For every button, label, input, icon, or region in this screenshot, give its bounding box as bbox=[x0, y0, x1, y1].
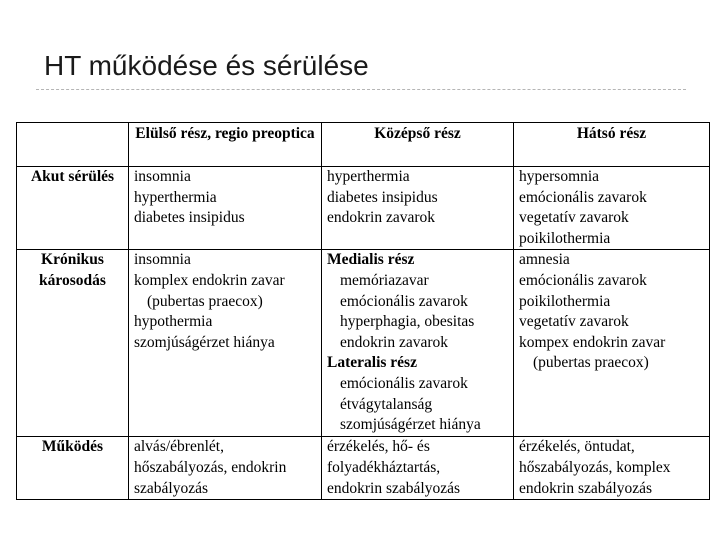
list-item: kompex endokrin zavar bbox=[519, 333, 666, 351]
list-item: emócionális zavarok bbox=[519, 271, 647, 289]
slide-title: HT működése és sérülése bbox=[44, 50, 369, 81]
list-item: endokrin zavarok bbox=[340, 333, 449, 351]
header-hatso: Hátsó rész bbox=[514, 123, 710, 167]
list-item: hyperthermia bbox=[134, 188, 217, 206]
table-row-mukodes bbox=[17, 437, 710, 500]
list-item: vegetatív zavarok bbox=[519, 313, 629, 331]
list-item: szomjúságérzet hiánya bbox=[134, 333, 275, 351]
cell-mukodes-kozepso bbox=[322, 437, 514, 500]
cell-kronikus-hatso bbox=[514, 250, 710, 437]
list-item: diabetes insipidus bbox=[327, 188, 438, 206]
row-label-akut: Akut sérülés bbox=[17, 167, 129, 250]
list-item: hyperthermia bbox=[327, 168, 410, 185]
list-item: hypothermia bbox=[134, 313, 213, 331]
list-item: hypersomnia bbox=[519, 168, 600, 185]
list-item: szomjúságérzet hiánya bbox=[340, 416, 481, 434]
list-item: endokrin szabályozás bbox=[327, 479, 460, 497]
cell-mukodes-elulso bbox=[129, 437, 322, 500]
cell-mukodes-hatso bbox=[514, 437, 710, 500]
corner-cell bbox=[17, 123, 129, 167]
list-item: insomnia bbox=[134, 251, 191, 269]
list-item: poikilothermia bbox=[519, 229, 611, 247]
list-item: (pubertas praecox) bbox=[533, 354, 649, 372]
cell-akut-hatso bbox=[514, 167, 710, 250]
cell-akut-kozepso bbox=[322, 167, 514, 250]
row-label-kronikus: Krónikus károsodás bbox=[17, 250, 129, 437]
list-item: hőszabályozás, endokrin bbox=[134, 458, 287, 476]
list-item: hőszabályozás, komplex bbox=[519, 458, 671, 476]
list-item: folyadékháztartás, bbox=[327, 458, 441, 476]
row-label-mukodes: Működés bbox=[17, 437, 129, 500]
cell-kronikus-elulso bbox=[129, 250, 322, 437]
cell-kronikus-kozepso bbox=[322, 250, 514, 437]
list-item: szabályozás bbox=[134, 479, 209, 497]
list-item: endokrin szabályozás bbox=[519, 479, 652, 497]
table-row-kronikus bbox=[17, 250, 710, 437]
list-item: amnesia bbox=[519, 251, 570, 269]
list-item: vegetatív zavarok bbox=[519, 209, 629, 227]
list-item: hyperphagia, obesitas bbox=[340, 313, 475, 331]
table-header-row bbox=[17, 123, 710, 167]
list-item: poikilothermia bbox=[519, 292, 611, 310]
list-item: emócionális zavarok bbox=[340, 374, 468, 392]
list-item: érzékelés, hő- és bbox=[327, 438, 430, 456]
list-item: endokrin zavarok bbox=[327, 209, 436, 227]
header-kozepso: Középső rész bbox=[322, 123, 514, 167]
list-item: alvás/ébrenlét, bbox=[134, 438, 224, 456]
hypothalamus-table bbox=[16, 122, 710, 500]
list-item: (pubertas praecox) bbox=[147, 292, 263, 310]
list-item: emócionális zavarok bbox=[340, 292, 468, 310]
list-item: diabetes insipidus bbox=[134, 209, 245, 227]
list-item: memóriazavar bbox=[340, 271, 429, 289]
lateralis-heading: Lateralis rész bbox=[327, 354, 417, 372]
list-item: érzékelés, öntudat, bbox=[519, 438, 635, 456]
title-divider bbox=[36, 89, 686, 90]
list-item: étvágytalanság bbox=[340, 395, 433, 413]
table-row-akut bbox=[17, 167, 710, 250]
medialis-heading: Medialis rész bbox=[327, 251, 415, 269]
list-item: emócionális zavarok bbox=[519, 188, 647, 206]
cell-akut-elulso bbox=[129, 167, 322, 250]
header-elulso: Elülső rész, regio preoptica bbox=[129, 123, 322, 167]
list-item: komplex endokrin zavar bbox=[134, 271, 285, 289]
list-item: insomnia bbox=[134, 168, 191, 185]
